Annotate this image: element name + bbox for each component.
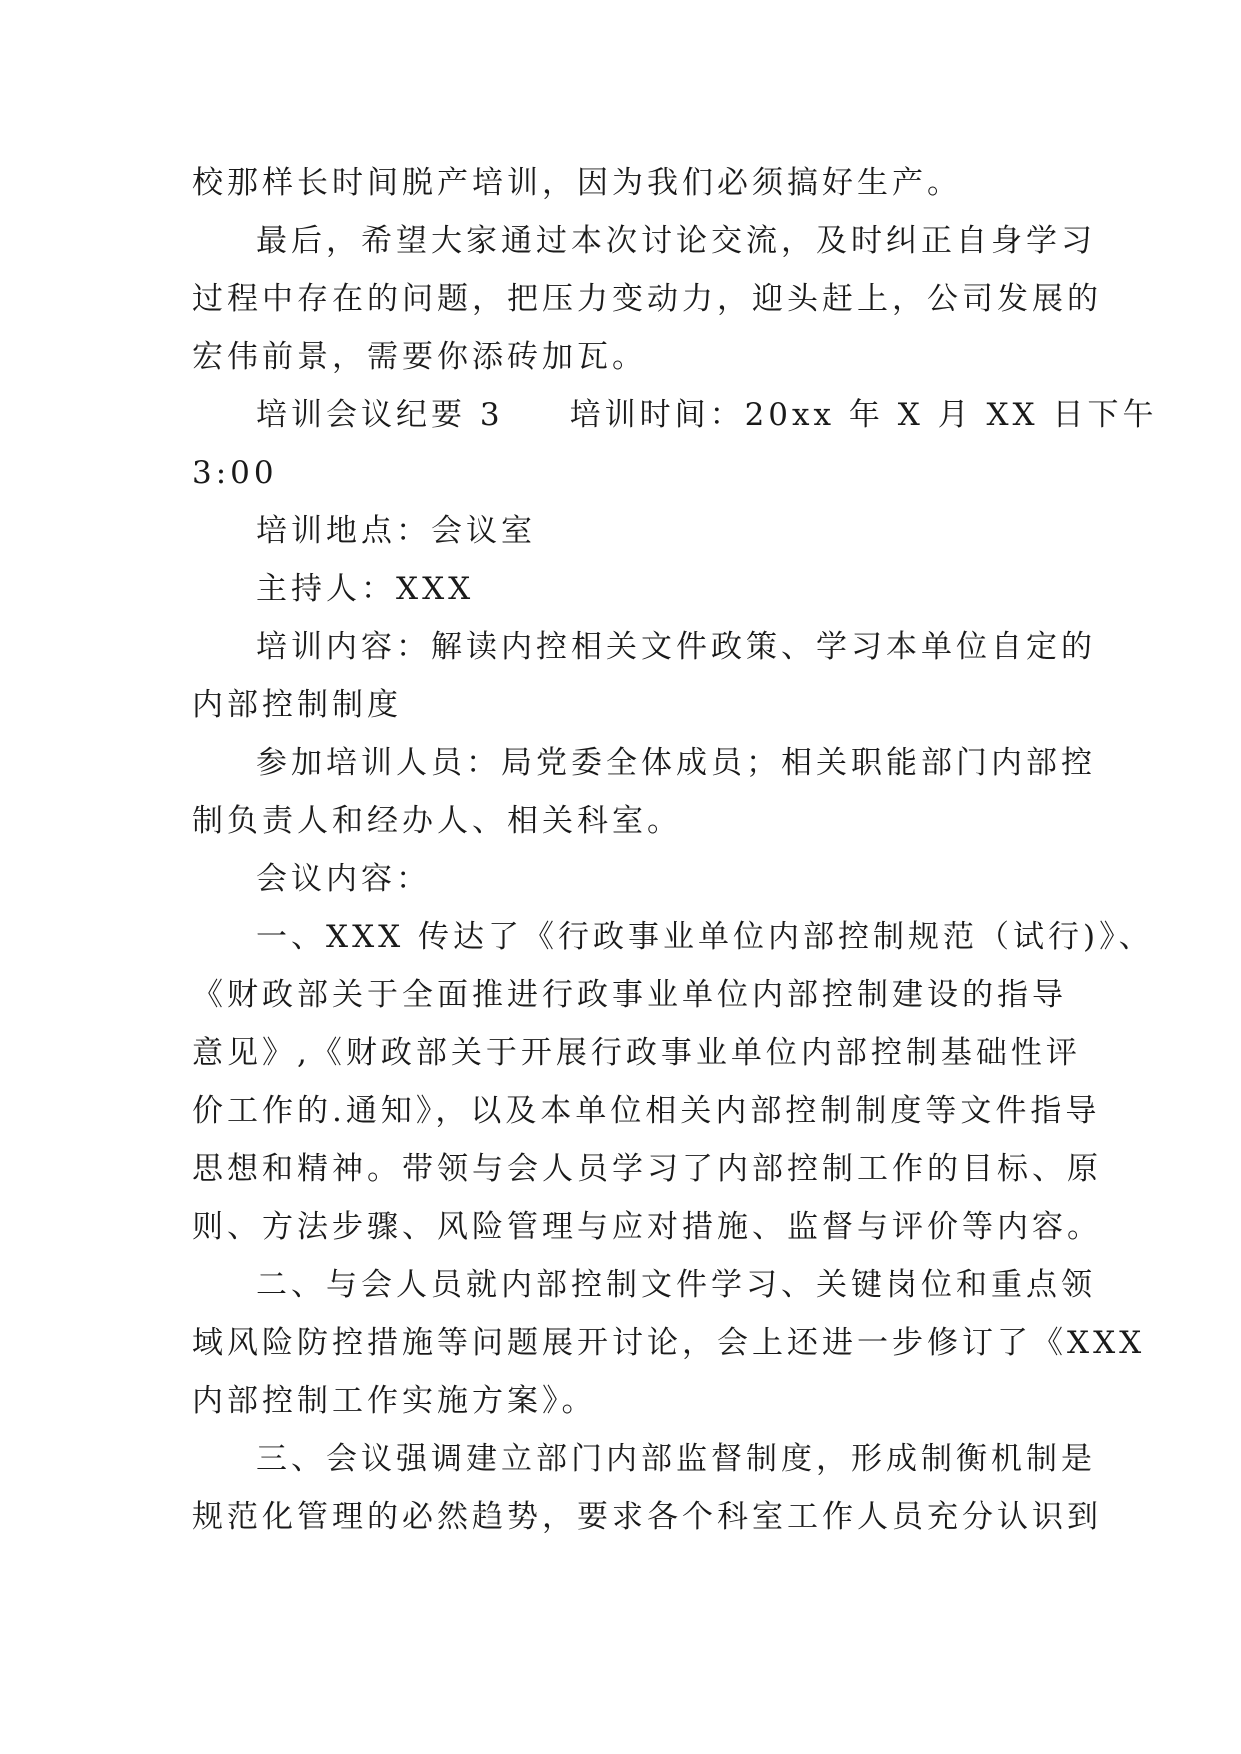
host: 主持人：XXX [256, 571, 475, 607]
text-line-24 [192, 1488, 1102, 1546]
training-content: 培训内容：解读内控相关文件政策、学习本单位自定的 [256, 629, 1096, 665]
text-line-23 [192, 1430, 1096, 1488]
item-one-line-4: 价工作的.通知》，以及本单位相关内部控制制度等文件指导 [192, 1093, 1101, 1129]
text-line-7 [192, 502, 1056, 560]
meeting-content-label: 会议内容： [256, 861, 431, 897]
text-line-11 [192, 734, 1096, 792]
text-line-3-content: 过程中存在的问题，把压力变动力，迎头赶上，公司发展的 [192, 281, 1102, 317]
item-one-line-5: 思想和精神。带领与会人员学习了内部控制工作的目标、原 [192, 1151, 1102, 1187]
text-line-4 [192, 328, 1056, 386]
text-line-2 [192, 212, 1096, 270]
participants: 参加培训人员：局党委全体成员；相关职能部门内部控 [256, 745, 1096, 781]
text-line-6 [192, 444, 1056, 502]
training-location: 培训地点：会议室 [256, 513, 536, 549]
section-heading: 培训会议纪要 3 [256, 397, 504, 433]
text-line-12 [192, 792, 1056, 850]
text-line-19 [192, 1198, 1102, 1256]
item-two: 二、与会人员就内部控制文件学习、关键岗位和重点领 [256, 1267, 1096, 1303]
text-line-17 [192, 1082, 1101, 1140]
text-line-13 [192, 850, 1056, 908]
item-three-line-2: 规范化管理的必然趋势，要求各个科室工作人员充分认识到 [192, 1499, 1102, 1535]
text-line-2-content: 最后，希望大家通过本次讨论交流，及时纠正自身学习 [256, 223, 1096, 259]
text-line-20 [192, 1256, 1096, 1314]
text-line-4-content: 宏伟前景，需要你添砖加瓦。 [192, 339, 647, 375]
training-content-continued: 内部控制制度 [192, 687, 402, 723]
item-two-line-2: 域风险防控措施等问题展开讨论，会上还进一步修订了《XXX [192, 1325, 1146, 1361]
text-line-22 [192, 1372, 1056, 1430]
text-line-5 [192, 386, 1158, 444]
text-line-1 [192, 154, 1056, 212]
training-time-continued: 3:00 [192, 455, 278, 491]
item-two-line-3: 内部控制工作实施方案》。 [192, 1383, 597, 1419]
text-line-15 [192, 966, 1067, 1024]
text-line-1-content: 校那样长时间脱产培训，因为我们必须搞好生产。 [192, 165, 962, 201]
text-line-10 [192, 676, 1056, 734]
training-time: 培训时间：20xx 年 X 月 XX 日下午 [569, 397, 1158, 433]
item-one-line-2: 《财政部关于全面推进行政事业单位内部控制建设的指导 [192, 977, 1067, 1013]
text-line-18 [192, 1140, 1102, 1198]
item-one-line-6: 则、方法步骤、风险管理与应对措施、监督与评价等内容。 [192, 1209, 1102, 1245]
text-line-9 [192, 618, 1096, 676]
item-three: 三、会议强调建立部门内部监督制度，形成制衡机制是 [256, 1441, 1096, 1477]
text-line-3 [192, 270, 1102, 328]
text-line-16 [192, 1024, 1081, 1082]
text-line-14 [192, 908, 1154, 966]
text-line-21 [192, 1314, 1146, 1372]
document-body [192, 154, 1158, 1546]
item-one-line-3: 意见》,《财政部关于开展行政事业单位内部控制基础性评 [192, 1035, 1081, 1071]
text-line-8 [192, 560, 1056, 618]
item-one: 一、XXX 传达了《行政事业单位内部控制规范（试行)》、 [256, 919, 1154, 955]
participants-continued: 制负责人和经办人、相关科室。 [192, 803, 682, 839]
